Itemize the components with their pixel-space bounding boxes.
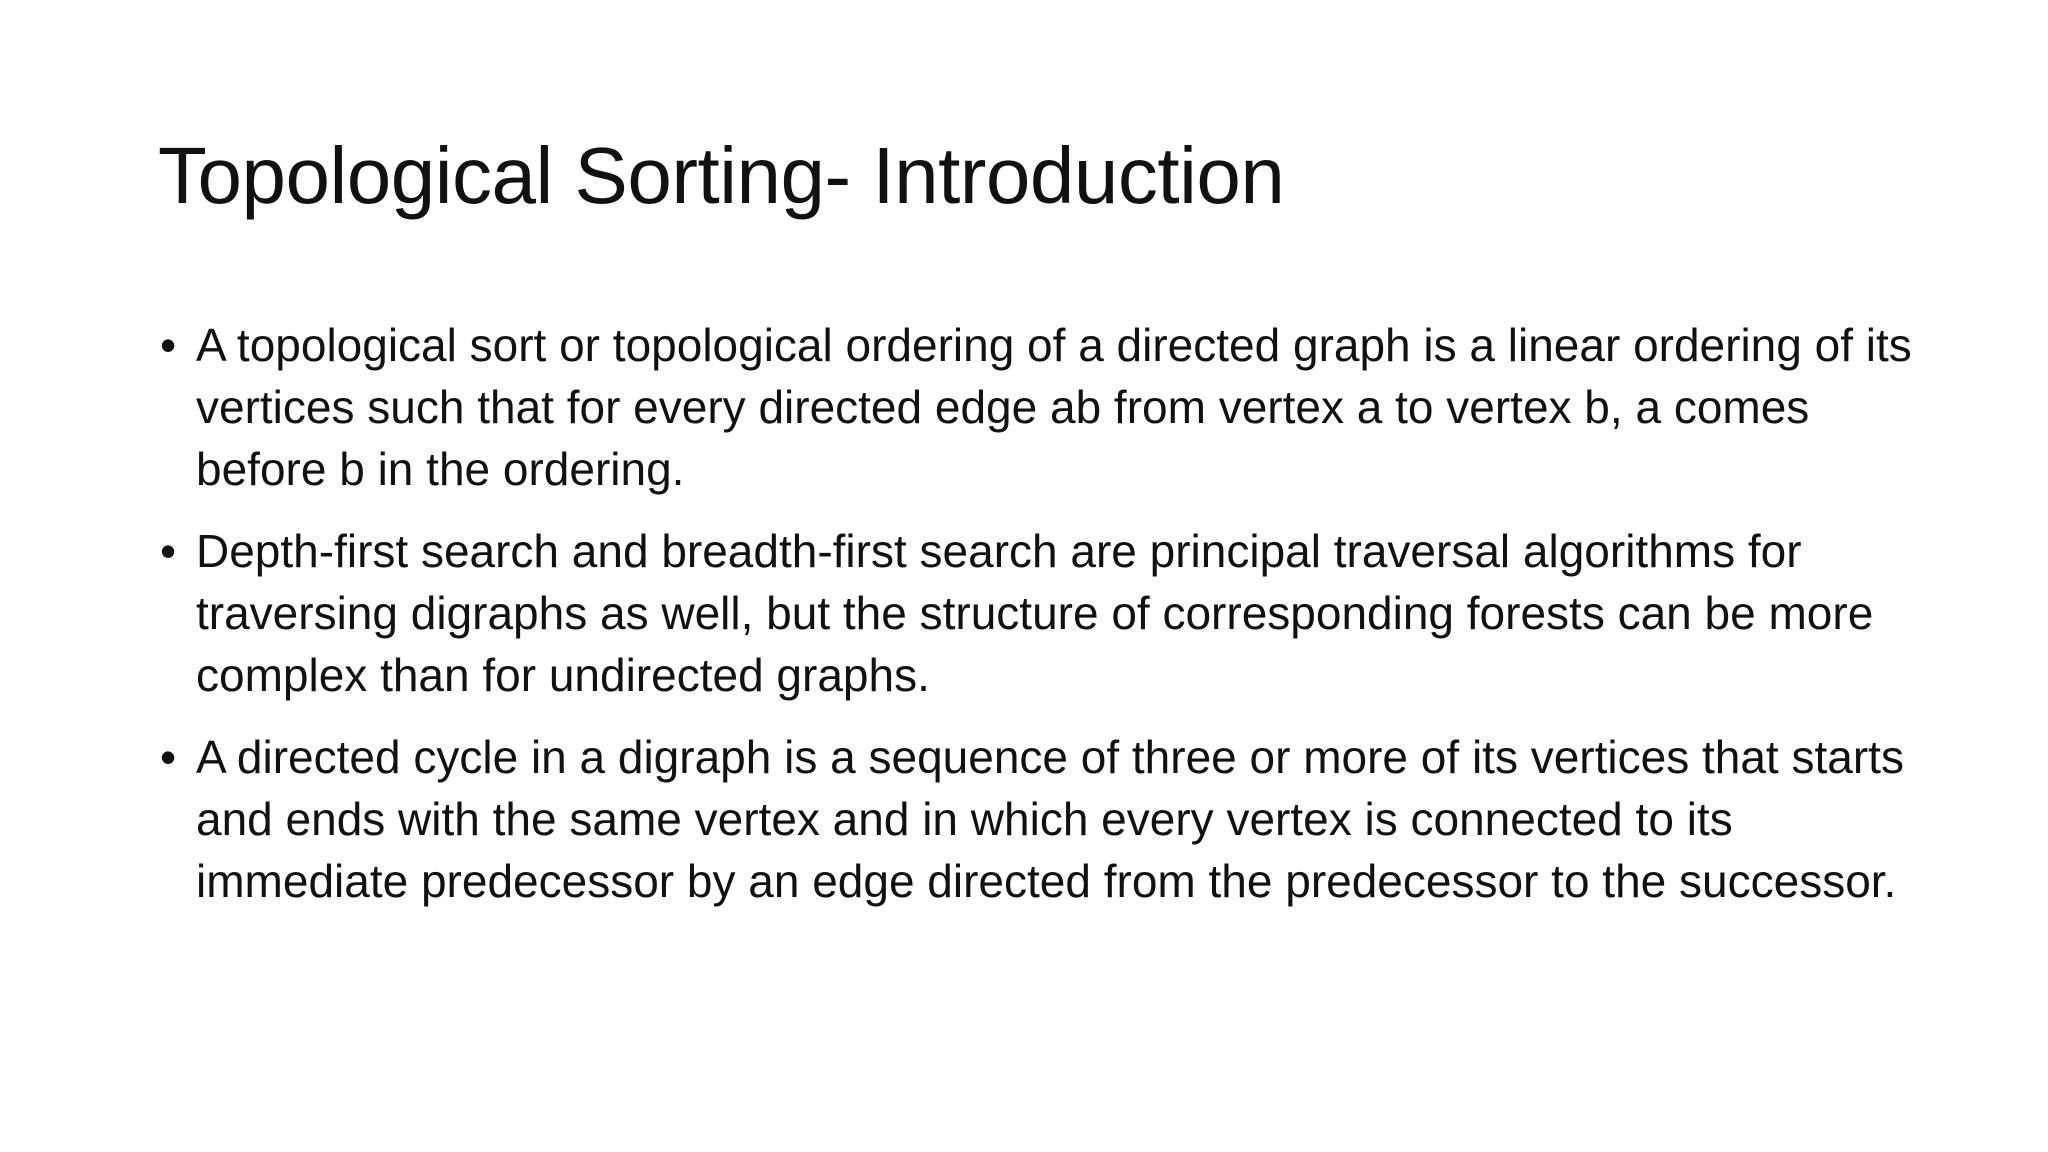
bullet-dot-icon: • <box>160 319 177 371</box>
bullet-text: A directed cycle in a digraph is a sequence of three or more of its vertices that starts and ends with the same vertex and in which every vertex is connected to its immediate predecessor by an edge directed from the predecessor to the successor. <box>196 731 1904 907</box>
bullet-text: Depth-first search and breadth-first search are principal traversal algorithms for traversing digraphs as well, but the structure of corresponding forests can be more complex than for undirected graphs. <box>196 525 1874 701</box>
bullet-dot-icon: • <box>160 731 177 783</box>
slide-title: Topological Sorting- Introduction <box>158 131 1285 220</box>
bullet-item-topological-sort <box>158 314 1918 500</box>
bullet-list <box>158 314 1918 932</box>
bullet-text: A topological sort or topological ordering of a directed graph is a linear ordering of its vertices such that for every directed edge ab from vertex a to vertex b, a comes before b in the ordering. <box>196 319 1912 495</box>
bullet-item-directed-cycle <box>158 726 1918 912</box>
bullet-dot-icon: • <box>160 525 177 577</box>
bullet-item-traversal <box>158 520 1918 706</box>
